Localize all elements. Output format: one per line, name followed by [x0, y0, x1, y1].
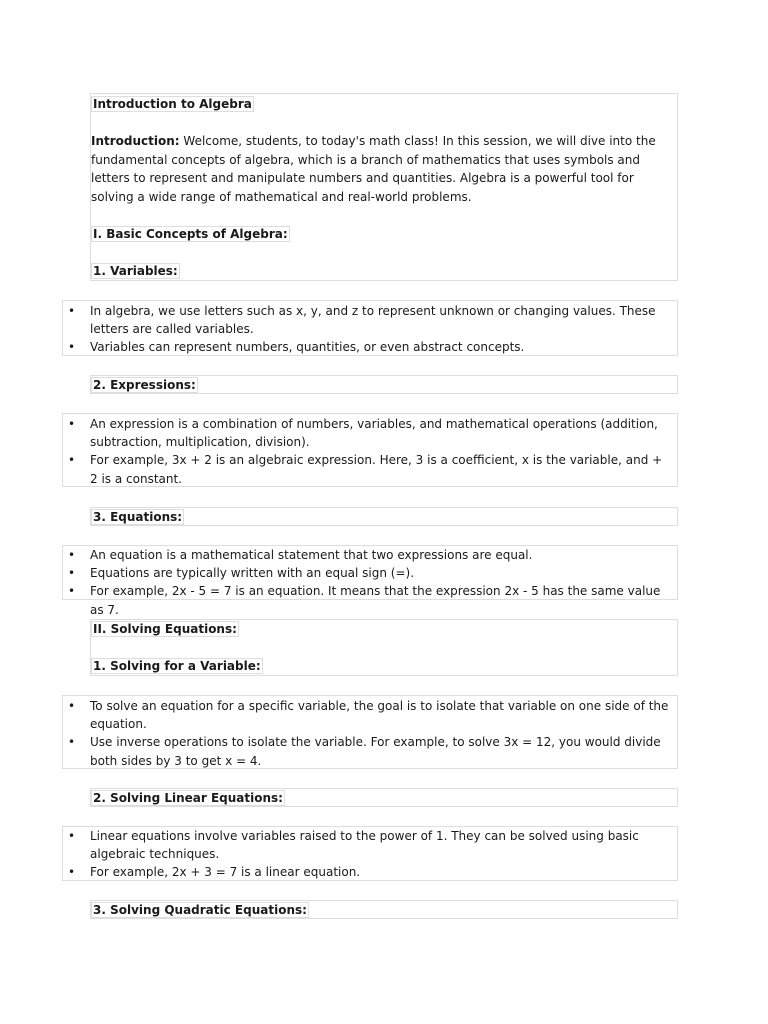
- solving-variable-list-box: [62, 695, 678, 769]
- list-item: • To solve an equation for a specific variable, the goal is to isolate that variable on one side of the equation.: [63, 697, 677, 733]
- intro-label: Introduction:: [91, 134, 180, 148]
- intro-block: [90, 93, 678, 281]
- intro-paragraph: [91, 132, 673, 206]
- linear-list-box: [62, 826, 678, 881]
- expressions-heading-box: [90, 375, 678, 394]
- solving-variable-heading: 1. Solving for a Variable:: [93, 659, 261, 673]
- equations-heading: 3. Equations:: [93, 510, 183, 524]
- expressions-list-box: [62, 413, 678, 487]
- variables-heading-line: [91, 262, 673, 281]
- variables-list: [63, 302, 677, 357]
- quadratic-heading-line: [91, 901, 673, 920]
- linear-heading: 2. Solving Linear Equations:: [93, 791, 283, 805]
- list-item: • For example, 2x + 3 = 7 is a linear equation.: [63, 863, 677, 881]
- expressions-heading-line: [91, 376, 673, 395]
- list-item: • Use inverse operations to isolate the variable. For example, to solve 3x = 12, you would divide both sides by 3 to get x = 4.: [63, 733, 677, 769]
- linear-list: [63, 827, 677, 882]
- expressions-heading: 2. Expressions:: [93, 378, 196, 392]
- solving-variable-heading-line: [91, 657, 673, 676]
- list-item: • Linear equations involve variables raised to the power of 1. They can be solved using basic algebraic techniques.: [63, 827, 677, 863]
- document-title: Introduction to Algebra: [93, 97, 252, 111]
- variables-list-box: [62, 300, 678, 356]
- equations-heading-box: [90, 507, 678, 526]
- equations-heading-line: [91, 508, 673, 527]
- list-item: • An expression is a combination of numbers, variables, and mathematical operations (addition, subtraction, multiplication, division).: [63, 415, 677, 451]
- section2-heading: II. Solving Equations:: [93, 622, 237, 636]
- list-item: • Equations are typically written with an equal sign (=).: [63, 564, 677, 582]
- quadratic-heading: 3. Solving Quadratic Equations:: [93, 903, 307, 917]
- list-item: • An equation is a mathematical statement that two expressions are equal.: [63, 546, 677, 564]
- solving-variable-list: [63, 697, 677, 770]
- section2-heading-line: [91, 620, 673, 639]
- document-title-line: [91, 95, 673, 114]
- equations-list: [63, 546, 677, 619]
- list-item: • For example, 2x - 5 = 7 is an equation. It means that the expression 2x - 5 has the same value as 7.: [63, 582, 677, 618]
- section2-heading-box: [90, 619, 678, 676]
- section1-heading-line: [91, 225, 673, 244]
- intro-text: Welcome, students, to today's math class! In this session, we will dive into the fundamental concepts of algebra, which is a branch of mathematics that uses symbols and letters to represent and manipulate numbers and quantities. Algebra is a powerful tool for solving a wide range of mathematical and real-world problems.: [91, 134, 656, 204]
- linear-heading-line: [91, 789, 673, 808]
- list-item: • For example, 3x + 2 is an algebraic expression. Here, 3 is a coefficient, x is the variable, and + 2 is a constant.: [63, 451, 677, 487]
- quadratic-heading-box: [90, 900, 678, 919]
- equations-list-box: [62, 545, 678, 617]
- section1-heading: I. Basic Concepts of Algebra:: [93, 227, 288, 241]
- list-item: • Variables can represent numbers, quantities, or even abstract concepts.: [63, 338, 677, 356]
- list-item: • In algebra, we use letters such as x, y, and z to represent unknown or changing values. These letters are called variables.: [63, 302, 677, 338]
- expressions-list: [63, 415, 677, 488]
- variables-heading: 1. Variables:: [93, 264, 178, 278]
- linear-heading-box: [90, 788, 678, 807]
